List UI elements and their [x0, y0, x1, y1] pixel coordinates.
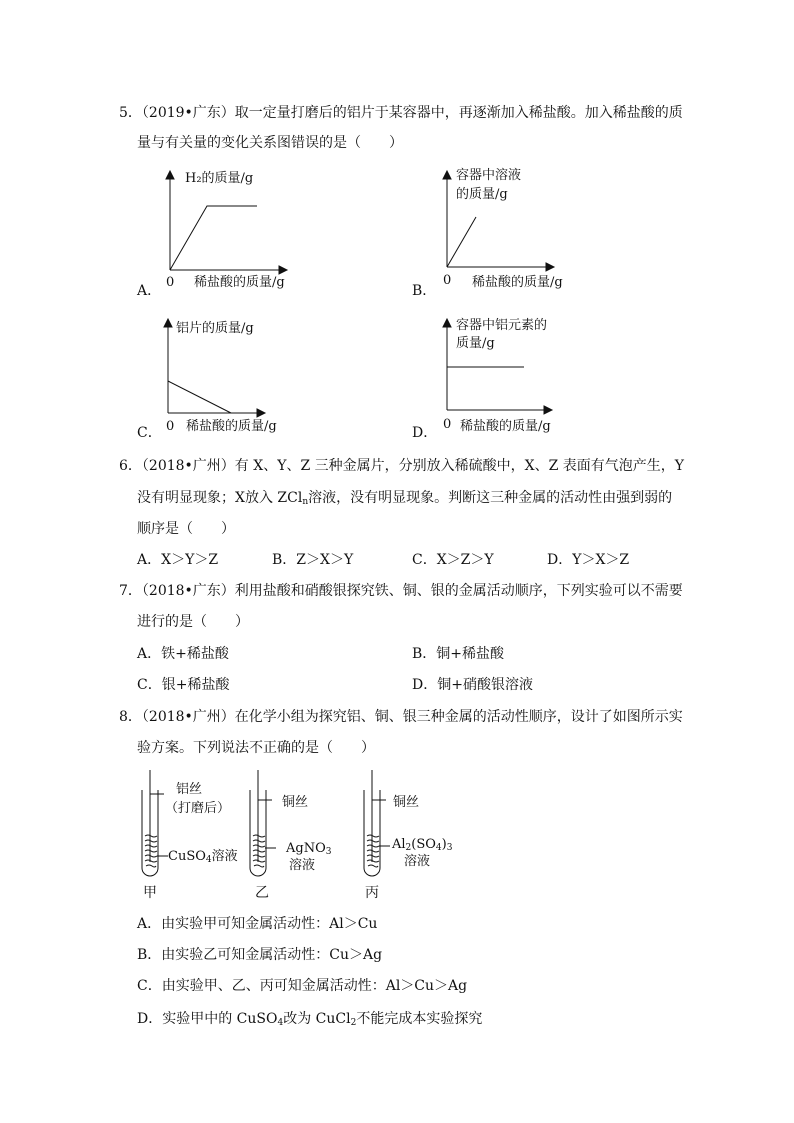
graph-b-letter: B． [412, 283, 437, 299]
graph-d-origin: 0 [443, 417, 452, 432]
graph-c-ylabel: 铝片的质量/g [176, 321, 254, 336]
graph-b-ylabel2: 的质量/g [456, 187, 508, 202]
tube-yi-wire-label: 铜丝 [282, 795, 309, 810]
q8-option-a: A．由实验甲可知金属活动性：Al＞Cu [137, 916, 378, 932]
tube-bing-name: 丙 [365, 885, 379, 901]
graph-c-origin: 0 [166, 419, 175, 434]
q8-option-d: D．实验甲中的 CuSO$_4$改为 CuCl$_2$不能完成本实验探究 [137, 1011, 483, 1028]
q5-stem-line1: 5．（2019•广东）取一定量打磨后的铝片于某容器中，再逐渐加入稀盐酸。加入稀盐酸的质 [119, 105, 683, 121]
graph-d-letter: D． [412, 425, 438, 441]
q7-stem-line1: 7．（2018•广东）利用盐酸和硝酸银探究铁、铜、银的金属活动顺序，下列实验可以不需要 [119, 583, 683, 599]
q8-stem-line1: 8．（2018•广州）在化学小组为探究铝、铜、银三种金属的活动性顺序，设计了如图所示实 [119, 709, 683, 725]
tube-yi-name: 乙 [255, 885, 269, 901]
graph-c-xlabel: 稀盐酸的质量/g [186, 419, 277, 434]
q7-option-b: B．铜+稀盐酸 [412, 646, 505, 662]
tube-jia-wire-label: 铝丝 [176, 782, 203, 797]
q6-option-a: A．X＞Y＞Z [137, 552, 219, 568]
graph-b-xlabel: 稀盐酸的质量/g [472, 275, 563, 290]
tube-yi-solution: AgNO$_3$ [286, 841, 332, 857]
q6-stem-line2: 没有明显现象；X放入 ZCl$_n$溶液，没有明显现象。判断这三种金属的活动性由强到弱的 [137, 490, 673, 507]
tube-yi-solution-word: 溶液 [289, 858, 316, 873]
graph-b-ylabel1: 容器中溶液 [456, 168, 522, 183]
q6-option-c: C．X＞Z＞Y [412, 552, 494, 568]
graph-c-letter: C． [137, 425, 162, 441]
q8-option-c: C．由实验甲、乙、丙可知金属活动性：Al＞Cu＞Ag [137, 978, 468, 994]
tube-bing-solution-word: 溶液 [404, 854, 431, 869]
q6-option-b: B．Z＞X＞Y [272, 552, 354, 568]
graph-a-ylabel: H₂的质量/g [185, 171, 254, 186]
graph-b-origin: 0 [443, 273, 452, 288]
test-tube-bing [362, 770, 392, 882]
tube-bing-wire-label: 铜丝 [393, 795, 420, 810]
q6-option-d: D．Y＞X＞Z [547, 552, 630, 568]
q8-option-b: B．由实验乙可知金属活动性：Cu＞Ag [137, 947, 383, 963]
q7-stem-line2: 进行的是（ ） [137, 614, 249, 630]
q7-option-c: C．银+稀盐酸 [137, 677, 230, 693]
graph-a-letter: A． [137, 283, 162, 299]
q6-stem-line1: 6．（2018•广州）有 X、Y、Z 三种金属片，分别放入稀硫酸中，X、Z 表面有气泡产生，Y [119, 458, 685, 474]
tube-jia-wire-note: （打磨后） [165, 801, 231, 816]
test-tube-jia [140, 770, 170, 882]
q6-stem-line3: 顺序是（ ） [137, 521, 235, 537]
tube-jia-name: 甲 [143, 885, 157, 901]
q5-stem-line2: 量与有关量的变化关系图错误的是（ ） [137, 135, 403, 151]
graph-a-xlabel: 稀盐酸的质量/g [194, 275, 285, 290]
graph-d-xlabel: 稀盐酸的质量/g [460, 419, 551, 434]
graph-d-ylabel1: 容器中铝元素的 [456, 318, 548, 333]
test-tube-yi [248, 770, 278, 882]
tube-jia-solution: CuSO$_4$溶液 [168, 849, 238, 865]
q7-option-d: D．铜+硝酸银溶液 [412, 677, 533, 693]
q7-option-a: A．铁+稀盐酸 [137, 646, 229, 662]
graph-d-ylabel2: 质量/g [456, 336, 495, 351]
q8-stem-line2: 验方案。下列说法不正确的是（ ） [137, 740, 375, 756]
tube-bing-solution: $Al_2(SO_4)_3$ [392, 837, 453, 853]
graph-a-origin: 0 [166, 275, 175, 290]
